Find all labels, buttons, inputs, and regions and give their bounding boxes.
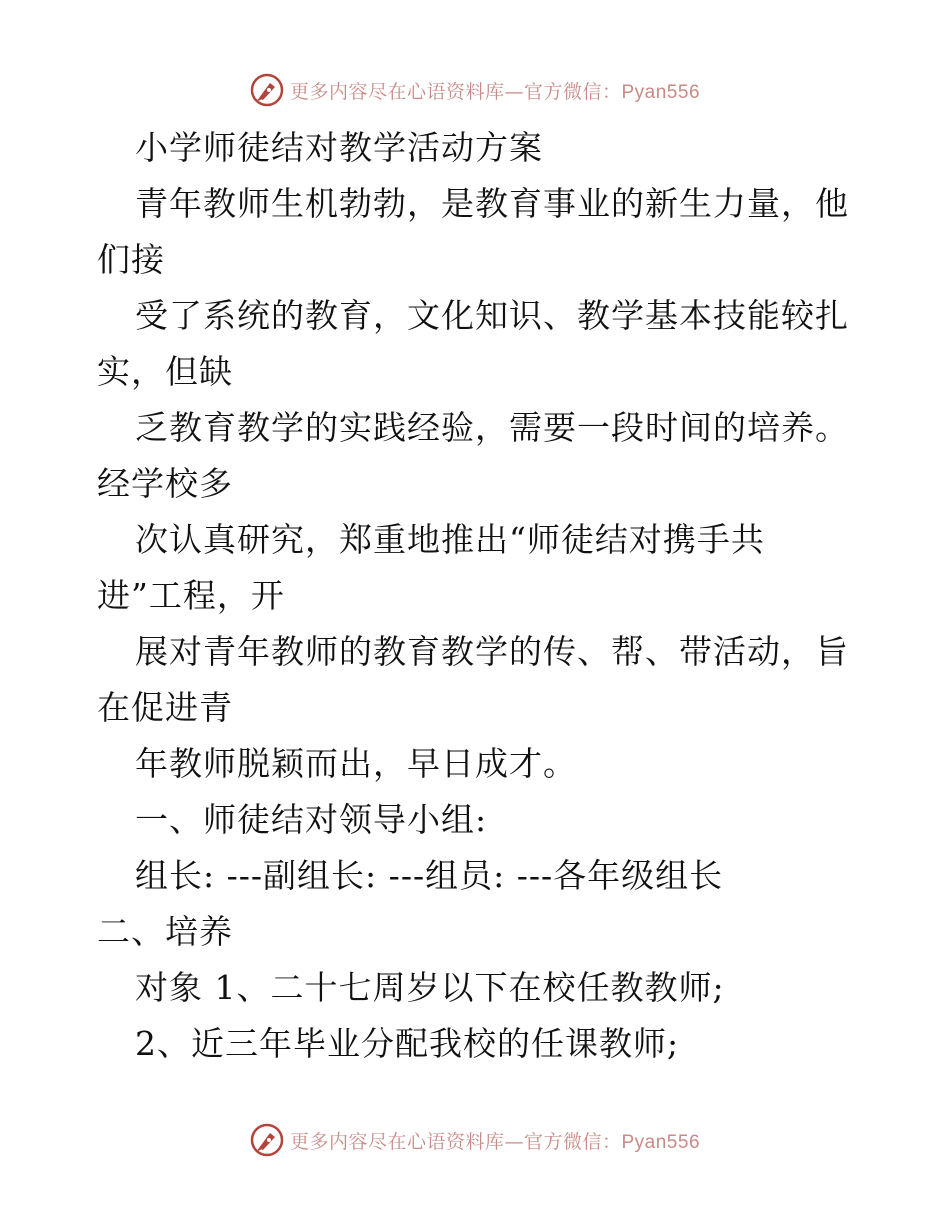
pen-nib-logo-icon — [250, 1123, 284, 1157]
paragraph-line: 2、近三年毕业分配我校的任课教师; — [135, 1024, 680, 1063]
paragraph-line: 次认真研究，郑重地推出“师徒结对携手共 — [135, 520, 765, 559]
paragraph-line: 对象 1、二十七周岁以下在校任教教师; — [135, 968, 725, 1007]
paragraph-line: 乏教育教学的实践经验，需要一段时间的培养。 — [135, 408, 849, 447]
paragraph-line: 在促进青 — [97, 688, 233, 727]
paragraph-line: 经学校多 — [97, 464, 233, 503]
section-heading: 二、培养 — [97, 912, 233, 951]
paragraph-line: 展对青年教师的教育教学的传、帮、带活动，旨 — [135, 632, 849, 671]
watermark-text: 更多内容尽在心语资料库—官方微信：Pyan556 — [289, 1130, 701, 1153]
pen-nib-logo-icon — [250, 73, 284, 107]
paragraph-line: 组长: ---副组长: ---组员: ---各年级组长 — [135, 856, 724, 895]
paragraph-line: 实，但缺 — [97, 352, 233, 391]
paragraph-line: 们接 — [97, 240, 165, 279]
footer-watermark — [0, 1120, 950, 1160]
paragraph-line: 受了系统的教育，文化知识、教学基本技能较扎 — [135, 296, 849, 335]
paragraph-line: 青年教师生机勃勃，是教育事业的新生力量，他 — [135, 184, 849, 223]
paragraph-line: 年教师脱颖而出，早日成才。 — [135, 744, 577, 783]
paragraph-line: 进”工程，开 — [97, 576, 285, 615]
document-title: 小学师徒结对教学活动方案 — [135, 128, 543, 167]
document-body — [97, 120, 857, 1072]
watermark-text: 更多内容尽在心语资料库—官方微信：Pyan556 — [289, 80, 701, 103]
section-heading: 一、师徒结对领导小组: — [135, 800, 488, 839]
header-watermark — [0, 70, 950, 110]
